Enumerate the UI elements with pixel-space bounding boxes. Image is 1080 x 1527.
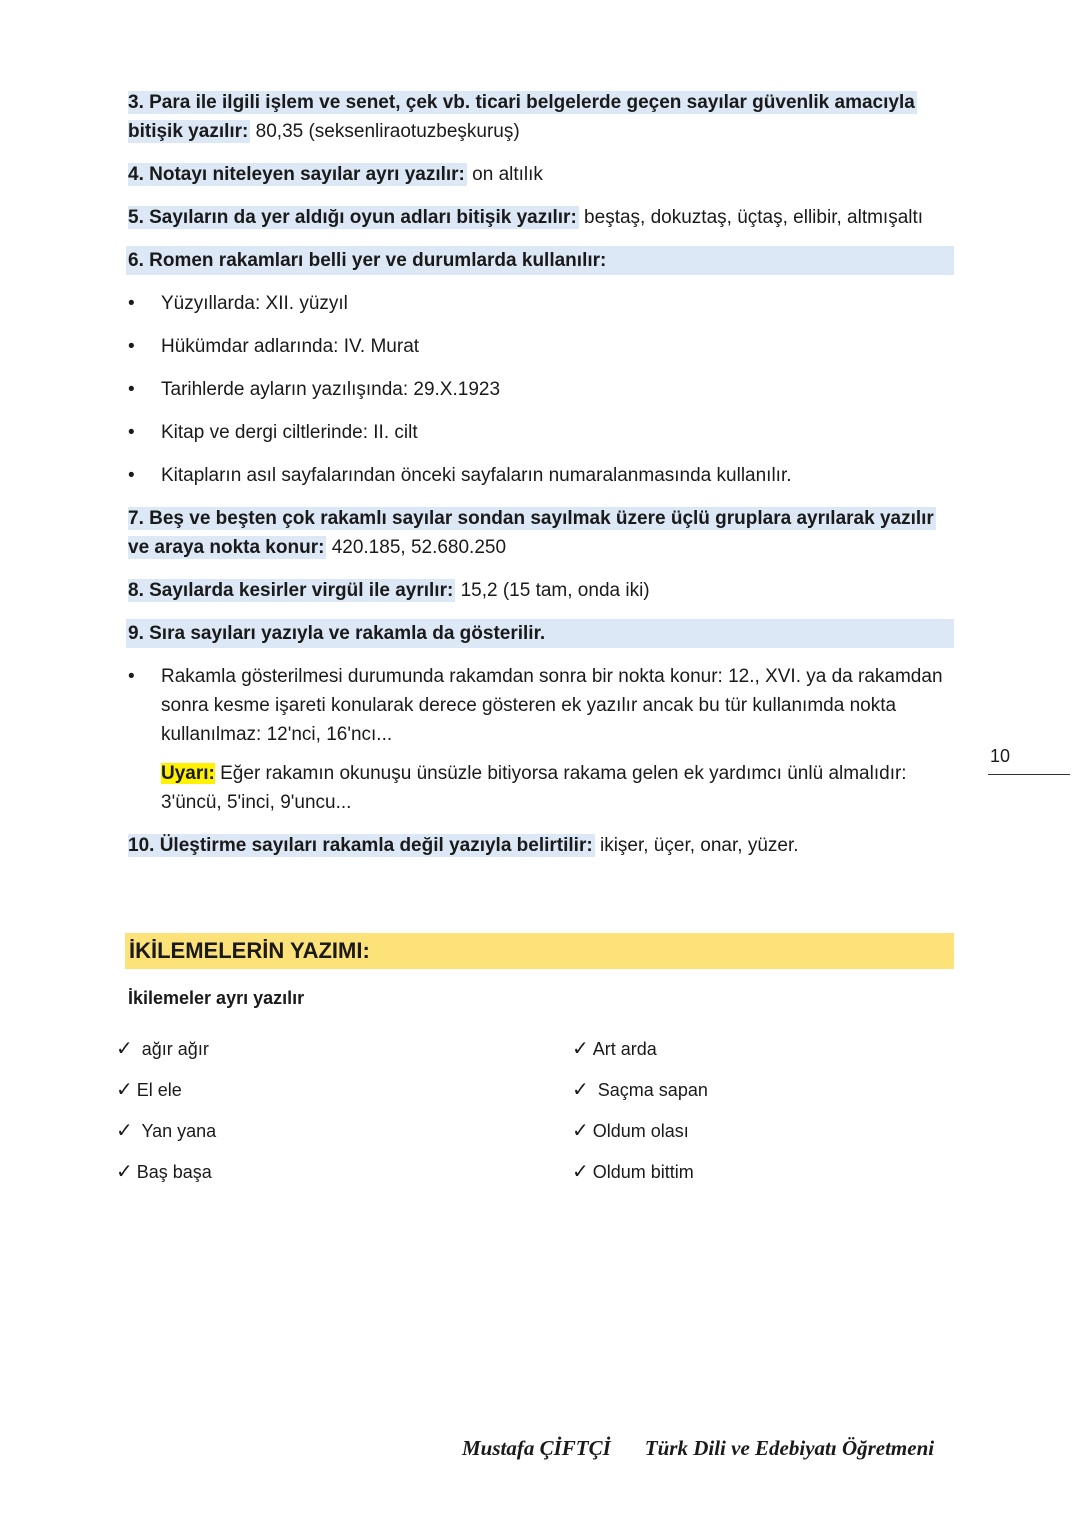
list-item: ✓ El ele xyxy=(116,1079,182,1101)
check-icon: ✓ xyxy=(116,1079,133,1101)
rule-4-example: on altılık xyxy=(466,164,543,185)
list-item: • Yüzyıllarda: XII. yüzyıl xyxy=(128,289,954,318)
section-title: İKİLEMELERİN YAZIMI: xyxy=(125,933,954,969)
rule-5-bold: 5. Sayıların da yer aldığı oyun adları bitişik yazılır: xyxy=(128,207,577,228)
warning-text: Eğer rakamın okunuşu ünsüzle bitiyorsa rakama gelen ek yardımcı ünlü almalıdır: 3'üncü, 5'inci, 9'uncu... xyxy=(161,763,907,813)
rule-7-bold: 7. Beş ve beşten çok rakamlı sayılar sondan sayılmak üzere üçlü gruplara ayrılarak yazılır ve araya nokta konur: xyxy=(128,508,934,558)
list-item: ✓ Oldum bittim xyxy=(572,1161,694,1183)
footer-role: Türk Dili ve Edebiyatı Öğretmeni xyxy=(644,1436,935,1460)
list-item: ✓ ağır ağır xyxy=(116,1038,209,1060)
rule-8 xyxy=(128,576,954,605)
rule-10 xyxy=(128,831,954,860)
roman-numeral-list xyxy=(128,289,954,490)
rule-7 xyxy=(128,504,954,562)
list-item: ✓ Saçma sapan xyxy=(572,1079,708,1101)
check-icon: ✓ xyxy=(116,1161,133,1183)
list-item: • Kitapların asıl sayfalarından önceki sayfaların numaralanmasında kullanılır. xyxy=(128,461,954,490)
check-icon: ✓ xyxy=(572,1079,589,1101)
list-item: ✓ Baş başa xyxy=(116,1161,212,1183)
check-icon: ✓ xyxy=(116,1120,133,1142)
warning-label: Uyarı: xyxy=(161,763,215,784)
section-subtitle: İkilemeler ayrı yazılır xyxy=(128,988,305,1008)
warning-note xyxy=(128,759,954,817)
rule-8-bold: 8. Sayılarda kesirler virgül ile ayrılır: xyxy=(128,580,454,601)
check-icon: ✓ xyxy=(572,1120,589,1142)
list-item: ✓ Art arda xyxy=(572,1038,657,1060)
list-item: • Kitap ve dergi ciltlerinde: II. cilt xyxy=(128,418,954,447)
check-icon: ✓ xyxy=(572,1038,589,1060)
list-item: ✓ Oldum olası xyxy=(572,1120,689,1142)
rule-9-heading: 9. Sıra sayıları yazıyla ve rakamla da gösterilir. xyxy=(126,619,954,648)
rule-7-example: 420.185, 52.680.250 xyxy=(326,537,507,558)
rule-4-bold: 4. Notayı niteleyen sayılar ayrı yazılır: xyxy=(128,164,465,185)
list-item: ✓ Yan yana xyxy=(116,1120,217,1142)
rule-5 xyxy=(128,203,954,232)
rule-5-example: beştaş, dokuztaş, üçtaş, ellibir, altmışaltı xyxy=(578,207,924,228)
ordinal-list xyxy=(128,662,954,749)
rule-4 xyxy=(128,160,954,189)
rule-10-example: ikişer, üçer, onar, yüzer. xyxy=(594,835,799,856)
page-number-rule xyxy=(988,774,1070,775)
list-item: • Rakamla gösterilmesi durumunda rakamdan sonra bir nokta konur: 12., XVI. ya da rakamdan sonra kesme işareti konularak derece gösteren ek yazılır ancak bu tür kullanımda nokta kullanılmaz: 12'nci, 16'ncı... xyxy=(128,662,954,749)
rule-6-heading: 6. Romen rakamları belli yer ve durumlarda kullanılır: xyxy=(126,246,954,275)
check-icon: ✓ xyxy=(116,1038,133,1060)
page-footer xyxy=(462,1436,934,1461)
rule-3-bold: 3. Para ile ilgili işlem ve senet, çek vb. ticari belgelerde geçen sayılar güvenlik amacıyla bitişik yazılır: xyxy=(128,92,915,142)
rule-3 xyxy=(128,88,954,146)
page-number: 10 xyxy=(990,746,1011,766)
list-item: • Hükümdar adlarında: IV. Murat xyxy=(128,332,954,361)
rules-content xyxy=(128,88,954,874)
footer-author: Mustafa ÇİFTÇİ xyxy=(462,1436,611,1460)
rule-3-example: 80,35 (seksenliraotuzbeşkuruş) xyxy=(250,121,520,142)
check-list-left xyxy=(116,1036,216,1200)
rule-8-example: 15,2 (15 tam, onda iki) xyxy=(455,580,650,601)
list-item: • Tarihlerde ayların yazılışında: 29.X.1923 xyxy=(128,375,954,404)
check-icon: ✓ xyxy=(572,1161,589,1183)
check-list-right xyxy=(572,1036,708,1200)
rule-10-bold: 10. Üleştirme sayıları rakamla değil yazıyla belirtilir: xyxy=(128,835,593,856)
